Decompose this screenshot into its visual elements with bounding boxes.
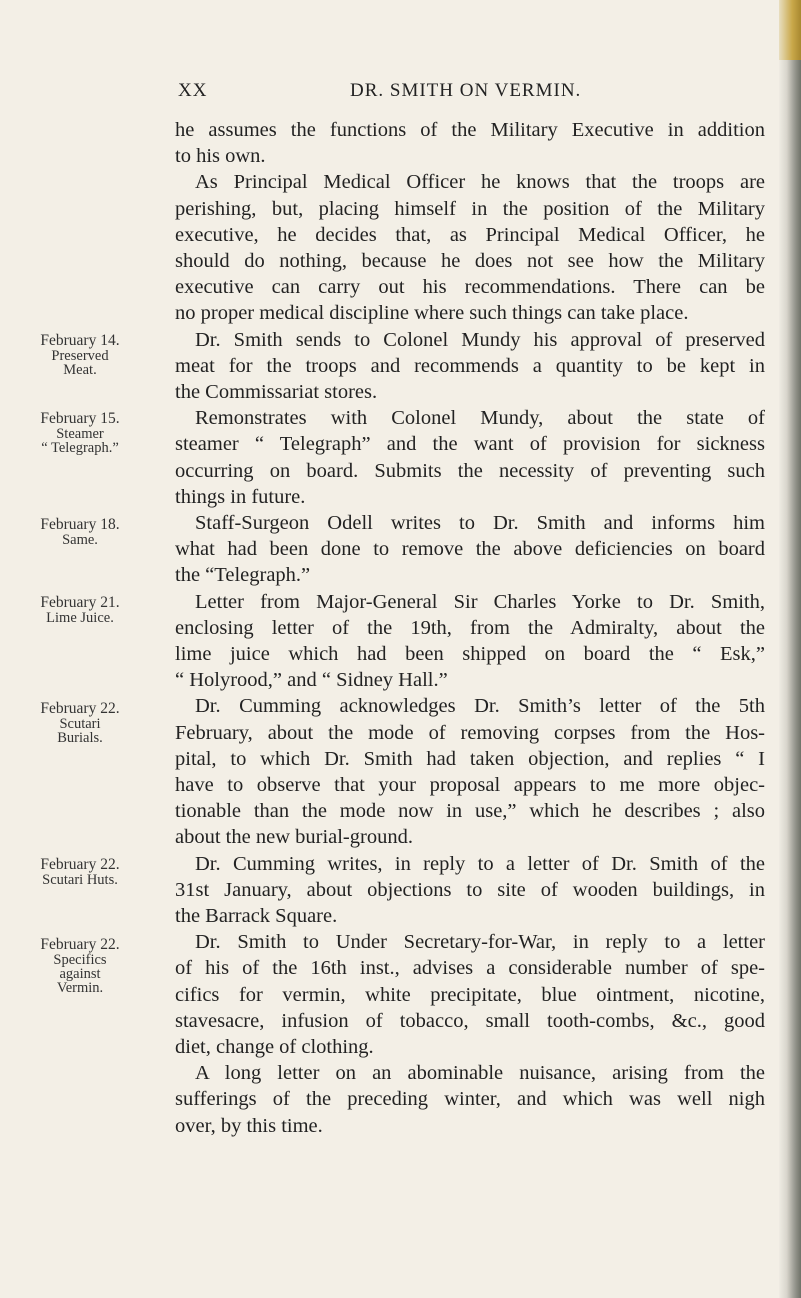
- margin-note: [0, 596, 160, 625]
- margin-note-date: February 14.: [40, 332, 120, 349]
- text-line: should do nothing, because he does not see how the Military: [175, 250, 765, 272]
- text-line: what had been done to remove the above deficiencies on board: [175, 538, 765, 561]
- text-line: A long letter on an abominable nuisance, arising from the: [195, 1062, 765, 1085]
- text-line: stavesacre, infusion of tobacco, small tooth-combs, &c., good: [175, 1009, 765, 1032]
- text-line: Dr. Cumming writes, in reply to a letter of Dr. Smith of the: [195, 852, 765, 875]
- margin-note-subject: Scutari: [59, 716, 101, 732]
- margin-note-subject: Same.: [62, 532, 98, 548]
- text-line: meat for the troops and recommends a quantity to be kept in: [175, 354, 765, 377]
- text-line: Letter from Major-General Sir Charles Yorke to Dr. Smith,: [195, 590, 765, 613]
- margin-note: [0, 334, 160, 377]
- text-line: the “Telegraph.”: [175, 564, 311, 587]
- text-line: “ Holyrood,” and “ Sidney Hall.”: [175, 669, 448, 692]
- margin-note: [0, 938, 160, 995]
- running-header: [0, 80, 801, 110]
- running-title: DR. SMITH ON VERMIN.: [350, 80, 582, 101]
- margin-note-date: February 21.: [40, 594, 120, 611]
- text-line: executive, he decides that, as Principal Medical Officer, he: [175, 223, 765, 246]
- text-line: sufferings of the preceding winter, and which was well nigh: [175, 1088, 765, 1111]
- text-line: no proper medical discipline where such things can take place.: [175, 302, 689, 325]
- text-line: perishing, but, placing himself in the position of the Military: [175, 197, 765, 220]
- text-line: cifics for vermin, white precipitate, blue ointment, nicotine,: [175, 983, 765, 1006]
- margin-note-date: February 22.: [40, 856, 120, 873]
- margin-note-date: February 22.: [40, 700, 120, 717]
- margin-note: [0, 858, 160, 887]
- page-number: XX: [178, 80, 208, 101]
- text-line: executive can carry out his recommendations. There can be: [175, 276, 765, 299]
- text-line: As Principal Medical Officer he knows that the troops are: [195, 171, 765, 194]
- margin-note-date: February 18.: [40, 516, 120, 533]
- text-line: diet, change of clothing.: [175, 1036, 374, 1058]
- margin-note-subject: Meat.: [63, 362, 97, 378]
- page-edge: [779, 0, 801, 1298]
- text-line: February, about the mode of removing corpses from the Hos-: [175, 721, 765, 744]
- text-line: he assumes the functions of the Military Executive in addition: [175, 119, 765, 141]
- margin-note-subject: Vermin.: [56, 980, 104, 996]
- margin-note-date: February 15.: [40, 410, 120, 427]
- text-line: Dr. Smith to Under Secretary-for-War, in reply to a letter: [195, 931, 765, 954]
- text-line: to his own.: [175, 145, 266, 168]
- text-line: occurring on board. Submits the necessity of preventing such: [175, 459, 765, 482]
- margin-note-subject: Burials.: [57, 730, 103, 746]
- margin-note-subject: “ Telegraph.”: [41, 440, 119, 456]
- text-line: about the new burial-ground.: [175, 826, 413, 849]
- margin-note: [0, 412, 160, 455]
- margin-note-subject: Specifics: [53, 952, 107, 968]
- text-line: lime juice which had been shipped on board the “ Esk,”: [175, 643, 765, 665]
- margin-note-subject: Scutari Huts.: [42, 872, 118, 888]
- text-line: things in future.: [175, 485, 306, 508]
- text-line: tionable than the mode now in use,” which he describes ; also: [175, 800, 765, 823]
- text-line: pital, to which Dr. Smith had taken objection, and replies “ I: [175, 747, 765, 770]
- text-line: the Commissariat stores.: [175, 381, 378, 403]
- text-line: of his of the 16th inst., advises a considerable number of spe-: [175, 957, 765, 980]
- margin-note-subject: Lime Juice.: [46, 610, 114, 626]
- text-line: steamer “ Telegraph” and the want of provision for sickness: [175, 433, 765, 456]
- text-line: the Barrack Square.: [175, 905, 338, 927]
- text-line: Dr. Cumming acknowledges Dr. Smith’s letter of the 5th: [195, 695, 765, 718]
- text-line: have to observe that your proposal appears to me more objec-: [175, 774, 765, 796]
- margin-note-date: February 22.: [40, 936, 120, 953]
- margin-note-subject: Preserved: [51, 348, 109, 364]
- text-line: over, by this time.: [175, 1114, 323, 1137]
- margin-note-subject: against: [59, 966, 101, 982]
- text-line: Staff-Surgeon Odell writes to Dr. Smith and informs him: [195, 512, 765, 534]
- text-line: Remonstrates with Colonel Mundy, about the state of: [195, 407, 765, 430]
- margin-note: [0, 702, 160, 745]
- text-line: Dr. Smith sends to Colonel Mundy his approval of preserved: [195, 328, 765, 351]
- margin-note-subject: Steamer: [56, 426, 104, 442]
- margin-note: [0, 518, 160, 547]
- text-line: enclosing letter of the 19th, from the Admiralty, about the: [175, 616, 765, 639]
- page-edge-top: [779, 0, 801, 60]
- text-line: 31st January, about objections to site of wooden buildings, in: [175, 878, 765, 901]
